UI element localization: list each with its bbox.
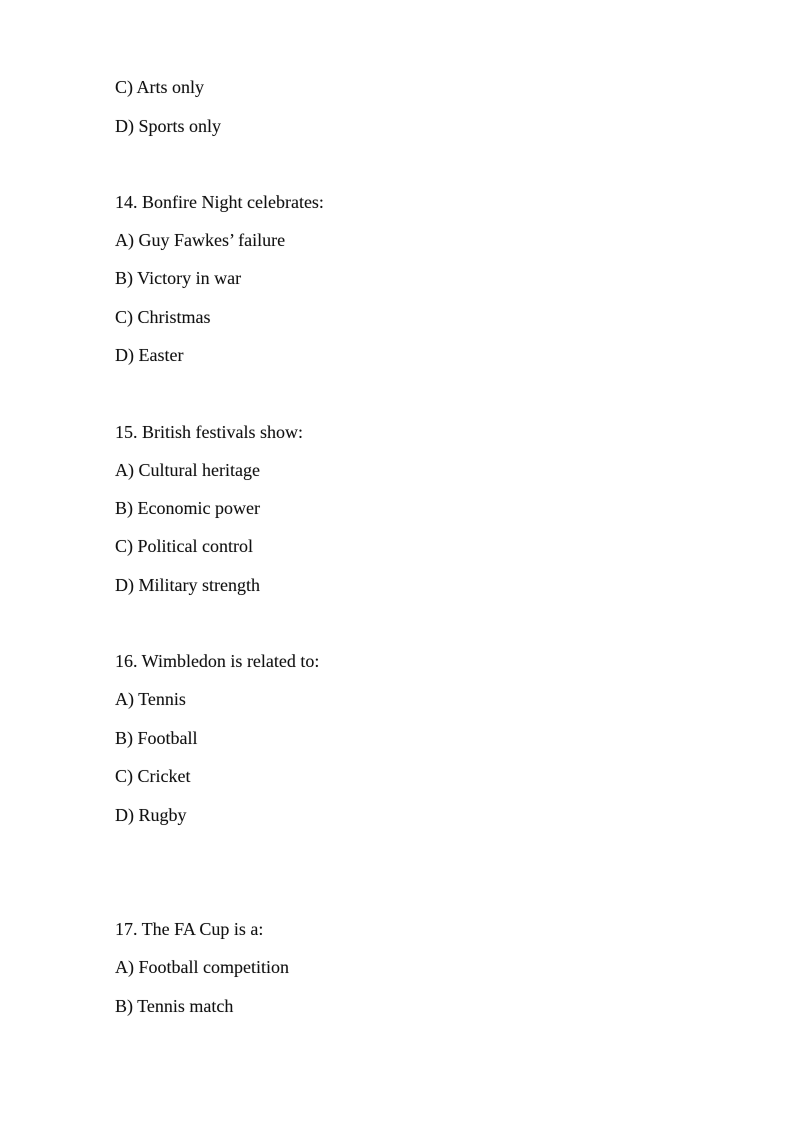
q15-question: 15. British festivals show: <box>115 422 303 442</box>
q15-option-b: B) Economic power <box>115 498 260 518</box>
q13-option-c: C) Arts only <box>115 77 205 97</box>
q17-question: 17. The FA Cup is a: <box>115 919 264 939</box>
q15-option-a: A) Cultural heritage <box>115 460 260 480</box>
q15-option-c: C) Political control <box>115 536 253 556</box>
q16-option-a: A) Tennis <box>115 689 186 709</box>
q15-option-d: D) Military strength <box>115 575 260 595</box>
q16-question: 16. Wimbledon is related to: <box>115 651 320 671</box>
q14-option-a: A) Guy Fawkes’ failure <box>115 230 286 250</box>
q17-option-b: B) Tennis match <box>115 996 234 1016</box>
q14-option-b: B) Victory in war <box>115 268 242 288</box>
q16-option-b: B) Football <box>115 728 198 748</box>
q14-question: 14. Bonfire Night celebrates: <box>115 192 324 212</box>
q17-option-a: A) Football competition <box>115 957 289 977</box>
q14-option-d: D) Easter <box>115 345 184 365</box>
q16-option-c: C) Cricket <box>115 766 191 786</box>
q14-option-c: C) Christmas <box>115 307 211 327</box>
q16-option-d: D) Rugby <box>115 805 187 825</box>
q13-option-d: D) Sports only <box>115 116 222 136</box>
